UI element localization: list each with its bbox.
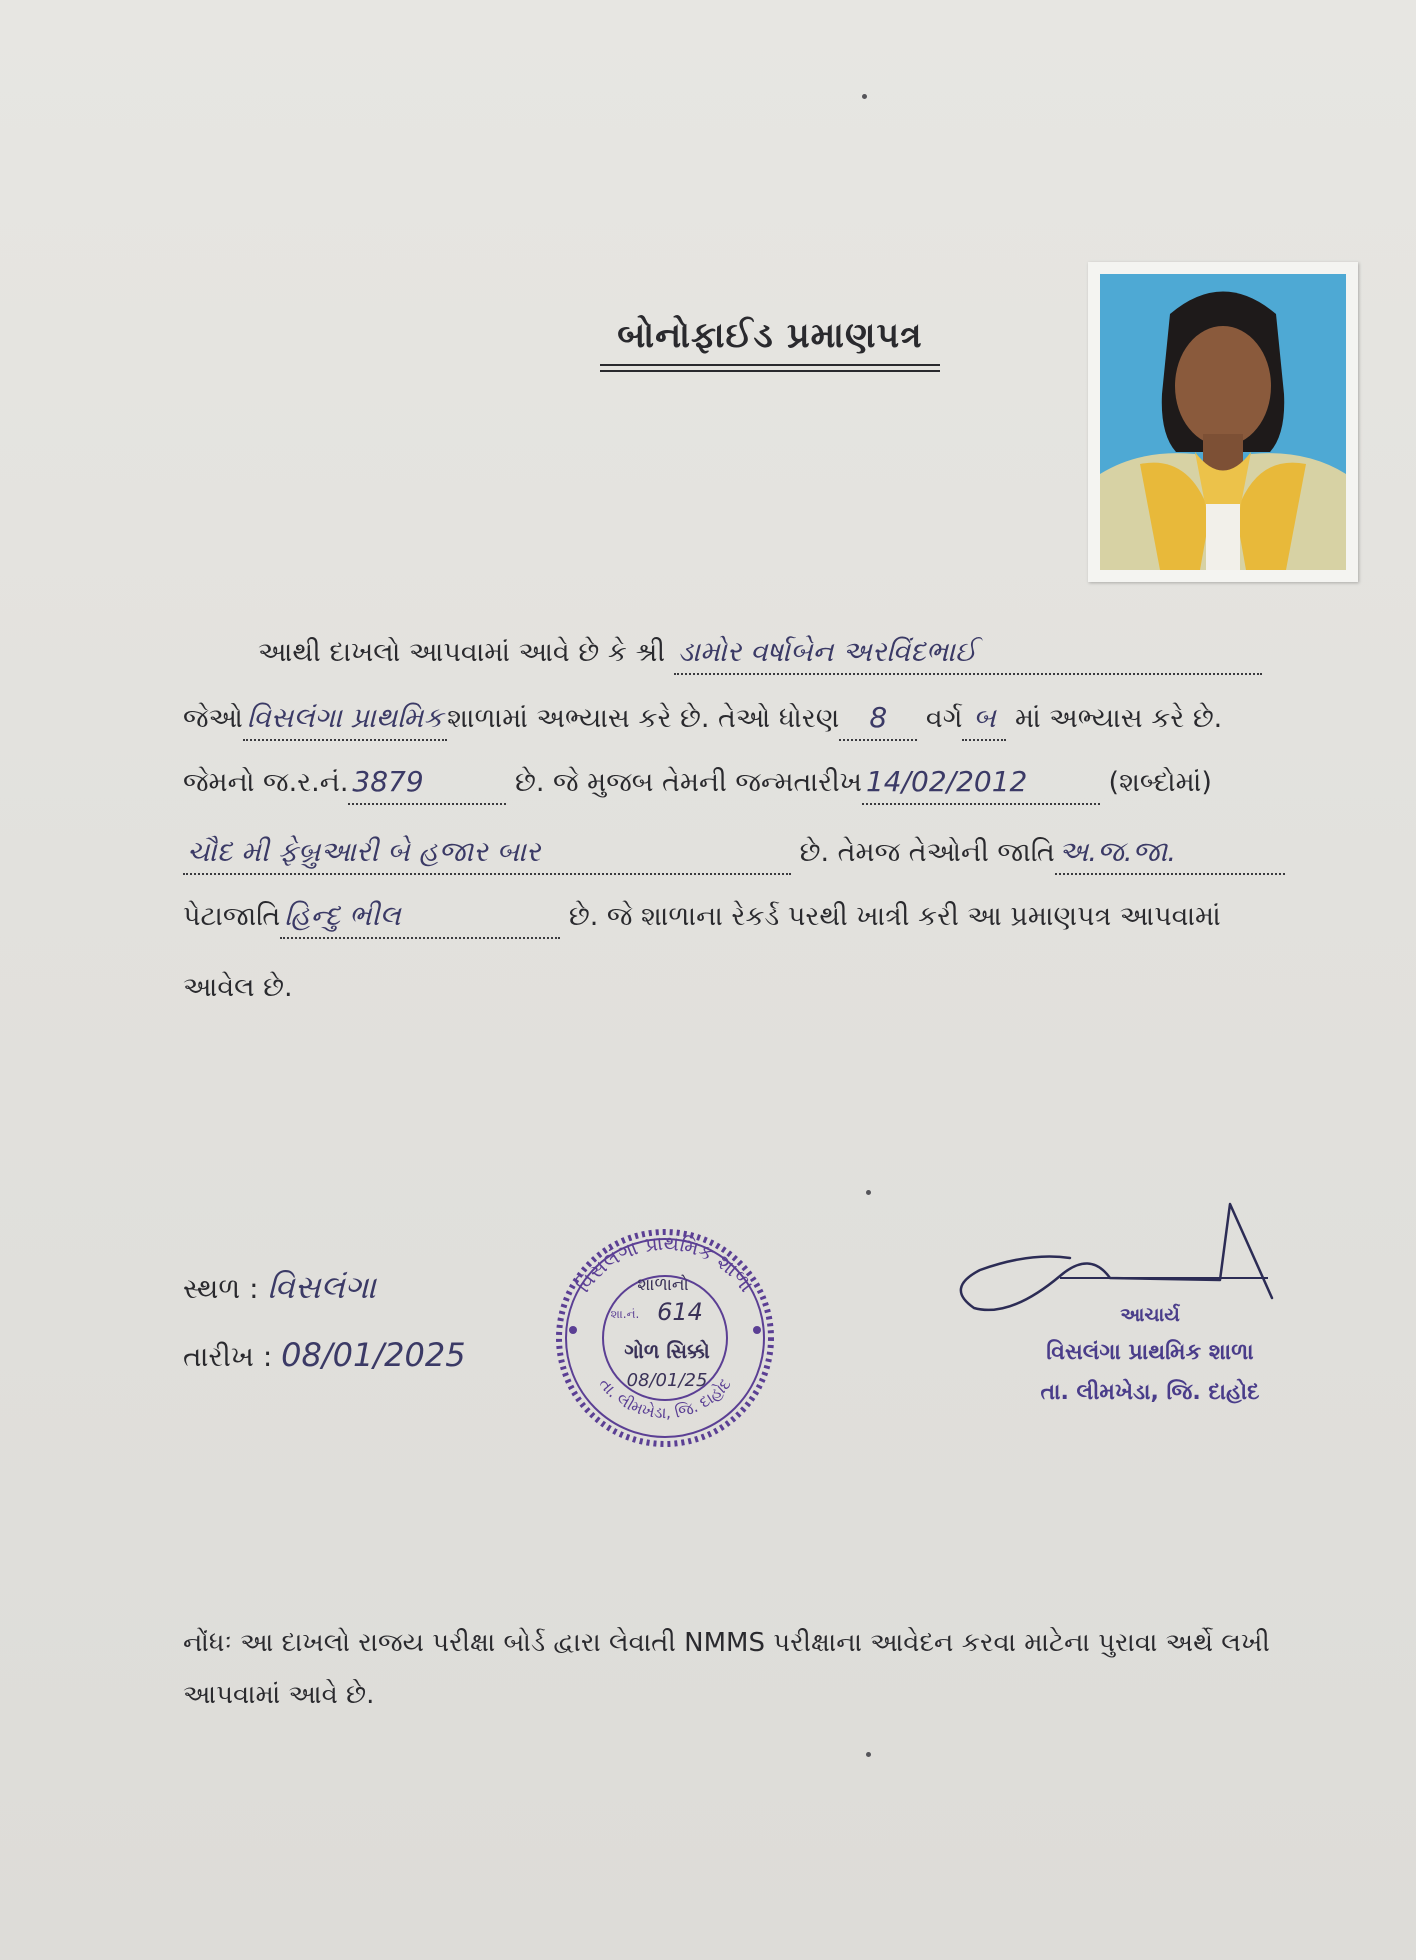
title-underline <box>600 364 940 366</box>
principal-location: તા. લીમખેડા, જિ. દાહોદ <box>1040 1380 1260 1405</box>
speck <box>866 1190 871 1195</box>
note-line-1: નોંધઃ આ દાખલો રાજય પરીક્ષા બોર્ડ દ્વારા લેવાતી NMMS પરીક્ષાના આવેદન કરવા માટેના પુરાવા અર્થે લખી <box>183 1628 1270 1658</box>
body-line-5 <box>183 896 1221 939</box>
student-photo-image <box>1100 274 1346 570</box>
title-underline <box>600 370 940 372</box>
birth-date-field <box>862 762 1100 805</box>
body-line-4 <box>183 832 1285 875</box>
division-value: બ <box>973 701 996 734</box>
birth-date: 14/02/2012 <box>865 765 1028 798</box>
register-number: 3879 <box>352 765 424 798</box>
intro-text: આથી દાખલો આપવામાં આવે છે કે શ્રી <box>258 637 666 668</box>
body-line-2 <box>183 698 1222 741</box>
school-seal <box>545 1224 785 1452</box>
body-line-3 <box>183 762 1212 805</box>
place-value: વિસલંગા <box>267 1268 376 1306</box>
title-text: બોનોફાઈડ પ્રમાણપત્ર <box>617 316 923 356</box>
caste-field <box>1055 832 1285 875</box>
class-label: વર્ગ <box>925 703 963 734</box>
line3-mid: છે. જે મુજબ તેમની જન્મતારીખ <box>515 767 862 798</box>
seal-ring-text: વિસલંગા પ્રાથમિક શાળા <box>571 1230 759 1297</box>
sub-caste-value: હિન્દુ ભીલ <box>284 899 401 932</box>
place-row <box>183 1268 376 1307</box>
seal-code: 614 <box>657 1298 703 1326</box>
date-value: 08/01/2025 <box>281 1336 466 1374</box>
register-field <box>348 762 506 805</box>
standard-field <box>839 698 917 741</box>
speck <box>866 1752 871 1757</box>
register-label: જેમનો જ.ર.નં. <box>183 767 349 798</box>
school-name: વિસલંગા પ્રાથમિક <box>246 701 444 734</box>
student-name-field <box>674 632 1262 675</box>
principal-school: વિસલંગા પ્રાથમિક શાળા <box>1046 1340 1254 1365</box>
speck <box>862 94 867 99</box>
seal-center-top: શાળાનો <box>637 1275 689 1295</box>
closing-text: આવેલ છે. <box>183 972 293 1003</box>
caste-label: છે. તેમજ તેઓની જાતિ <box>799 837 1055 868</box>
place-label: સ્થળ : <box>183 1272 259 1305</box>
sub-caste-field <box>280 896 560 939</box>
line2-mid: શાળામાં અભ્યાસ કરે છે. તેઓ ધોરણ <box>447 703 840 734</box>
seal-center-text: ગોળ સિક્કો <box>624 1339 710 1363</box>
student-name: ડામોર વર્ષાબેન અરવિંદભાઈ <box>677 635 977 668</box>
footer-note <box>183 1617 1303 1721</box>
seal-code-label: શા.નં. <box>610 1307 640 1321</box>
birth-date-words-field <box>183 832 791 875</box>
body-line-6 <box>183 968 293 1008</box>
date-label: તારીખ : <box>183 1340 273 1373</box>
note-line-2: આપવામાં આવે છે. <box>183 1680 375 1710</box>
line5-suffix: છે. જે શાળાના રેકર્ડ પરથી ખાત્રી કરી આ પ્રમાણપત્ર આપવામાં <box>568 901 1221 932</box>
line2-suffix: માં અભ્યાસ કરે છે. <box>1015 703 1223 734</box>
principal-signature <box>950 1200 1290 1320</box>
seal-ring-bottom: તા. લીમખેડા, જિ. દાહોદ <box>595 1374 735 1423</box>
body-line-1 <box>258 632 1262 675</box>
student-photo <box>1088 262 1358 582</box>
seal-date: 08/01/25 <box>626 1370 708 1391</box>
division-field <box>962 698 1006 741</box>
words-label: (શબ્દોમાં) <box>1108 767 1212 798</box>
line2-prefix: જેઓ <box>183 703 243 734</box>
principal-title: આચાર્ય <box>1120 1304 1180 1326</box>
certificate-title <box>560 316 980 356</box>
birth-date-words: ચૌદ મી ફેબ્રુઆરી બે હજાર બાર <box>187 835 541 868</box>
standard-value: 8 <box>869 701 888 734</box>
caste-value: અ.જ.જા. <box>1058 835 1177 868</box>
date-row <box>183 1336 466 1374</box>
sub-caste-label: પેટાજાતિ <box>183 901 281 932</box>
school-field <box>243 698 447 741</box>
